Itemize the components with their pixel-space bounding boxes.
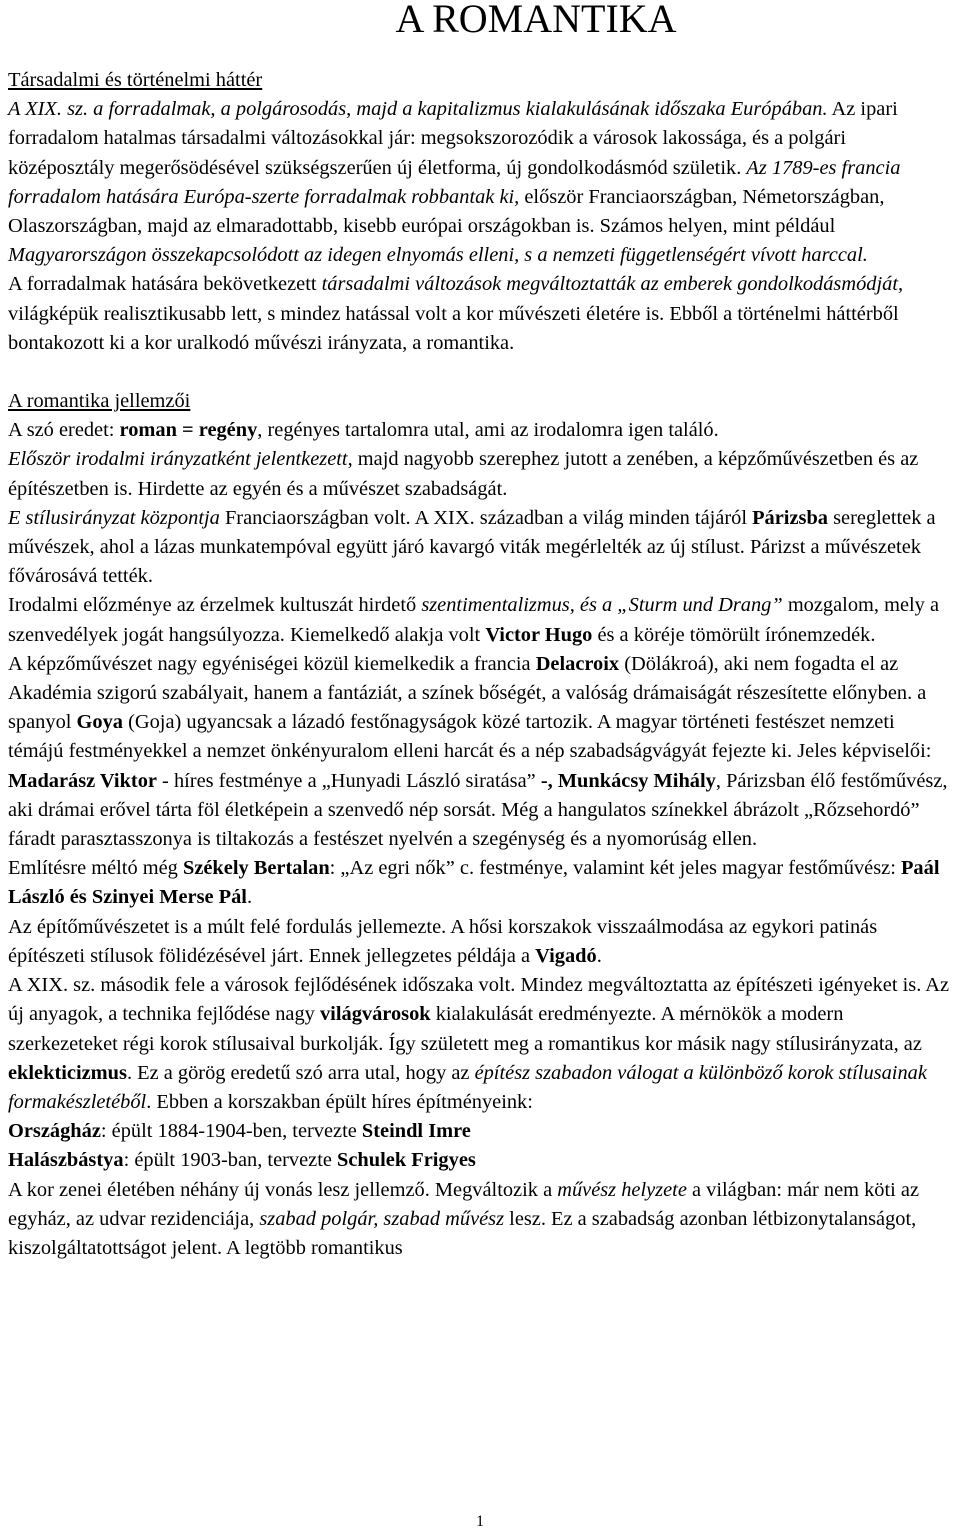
text-span: Országház [8, 1120, 101, 1143]
text-span: -, Munkácsy Mihály [540, 769, 716, 792]
text-span: A forradalmak hatására bekövetkezett [8, 273, 322, 296]
text-span: : épült 1884-1904-ben, tervezte [100, 1120, 362, 1143]
page-number: 1 [476, 1513, 484, 1530]
text-span: Franciaországban volt. A XIX. században a világ minden tájáról [219, 506, 753, 529]
text-span: eklekticizmus [8, 1061, 127, 1084]
paragraph-notable-painters [8, 854, 954, 912]
text-span: szabad polgár, szabad művész [259, 1207, 505, 1230]
text-span: Victor Hugo [485, 623, 593, 646]
text-span: Goya [76, 711, 123, 734]
document-body [8, 66, 954, 1263]
text-span: . Ebben a korszakban épült híres építményeink: [146, 1090, 533, 1113]
text-span: Említésre méltó még [8, 857, 183, 880]
text-span: mozgalom, mely a szenvedélyek jogát hangsúlyozza. Kiemelkedő alakja volt [8, 594, 940, 646]
text-span: A szó eredet: [8, 419, 120, 442]
text-span: sereglettek a művészek, ahol a lázas munkatempóval együtt járó kavargó viták megérlelték az új stílust. Párizst a művészetek fővárosává tették. [8, 506, 936, 588]
text-span: a világban: már nem köti az egyház, az udvar rezidenciája, [8, 1178, 920, 1230]
text-span: . Ez a görög eredetű szó arra utal, hogy az [126, 1061, 475, 1084]
text-span: : „Az egri nők” c. festménye, valamint két jeles magyar festőművész: [329, 857, 901, 880]
text-span: szentimentalizmus, és a „Sturm und Drang” [421, 594, 783, 617]
section-heading-characteristics: A romantika jellemzői [8, 390, 191, 413]
text-span: Magyarországon összekapcsolódott az idegen elnyomás elleni, s a nemzeti függetlenségért vívott harccal. [8, 244, 868, 267]
paragraph-literary-trend [8, 445, 954, 503]
text-span: , regényes tartalomra utal, ami az irodalomra igen találó. [257, 419, 719, 442]
paragraph-fishermans-bastion [8, 1146, 954, 1175]
paragraph-center-paris [8, 504, 954, 592]
text-span: világképük realisztikusabb lett, s mindez hatással volt a kor művészeti életére is. Ebből a történelmi háttérből bontakozott ki a kor uralkodó művészi irányzata, a romantika. [8, 302, 899, 354]
text-span: - híres festménye a „Hunyadi László siratása” [156, 769, 541, 792]
text-span: Párizsba [752, 506, 828, 529]
text-span: művész helyzete [557, 1178, 687, 1201]
text-span: Steindl Imre [361, 1120, 471, 1143]
paragraph-architecture [8, 913, 954, 971]
paragraph-literary-antecedent [8, 591, 954, 649]
text-span: roman = regény [119, 419, 258, 442]
paragraph-word-origin [8, 416, 954, 445]
text-span: Az építőművészetet is a múlt felé fordulás jellemezte. A hősi korszakok visszaálmodása az egykori patinás építészeti stílusok fölidézésével járt. Ennek jellegzetes példája a [8, 915, 878, 967]
text-span: először Franciaországban, Németországban, Olaszországban, majd az elmaradottabb, kisebb európai országokban is. Számos helyen, mint például [8, 185, 885, 238]
text-span: Az 1789-es francia forradalom hatására Európa-szerte forradalmak robbantak ki, [8, 156, 901, 208]
text-span: (Goja) ugyancsak a lázadó festőnagyságok közé tartozik. A magyar történeti festészet nemzeti témájú festményekkel a nemzet önkényuralom elleni harcát és a nép szabadságvágyát fejezte ki. Jeles képviselői: [8, 711, 932, 763]
page-title: A ROMANTIKA [395, 0, 677, 41]
text-span: Halászbástya [8, 1149, 124, 1172]
text-span: Madarász Viktor [8, 769, 157, 792]
text-span: Az ipari forradalom hatalmas társadalmi változásokkal jár: megsokszorozódik a városok lakossága, és a polgári középosztály megerősödésével szükségszerűen új életforma, új gondolkodásmód születik. [8, 98, 898, 179]
text-span: Irodalmi előzménye az érzelmek kultuszát hirdető [8, 594, 422, 617]
paragraph-gap [8, 358, 954, 387]
text-span: lesz. Ez a szabadság azonban létbizonytalanságot, kiszolgáltatottságot jelent. A legtöbb romantikus [8, 1207, 917, 1259]
text-span: A XIX. sz. a forradalmak, a polgárosodás, majd a kapitalizmus kialakulásának időszaka Európában. [8, 98, 828, 121]
text-span: Székely Bertalan [182, 857, 330, 880]
text-span: , Párizsban élő festőművész, aki drámai erővel tárta föl életképein a szenvedő nép sorsát. Még a hangulatos színekkel ábrázolt „Rőzsehordó” fáradt parasztasszonya is tiltakozás a festészet nyelvén a szegénység és a nyomorúság ellen. [8, 769, 948, 851]
text-span: . [596, 944, 602, 967]
text-span: A képzőművészet nagy egyéniségei közül kiemelkedik a francia [8, 652, 536, 675]
paragraph-revolution-effects [8, 270, 954, 358]
paragraph-eclecticism [8, 971, 954, 1117]
paragraph-background-intro [8, 95, 954, 270]
text-span: . [246, 886, 253, 909]
text-span: A kor zenei életében néhány új vonás lesz jellemző. Megváltozik a [8, 1178, 558, 1201]
section-heading-background: Társadalmi és történelmi háttér [8, 69, 263, 91]
text-span: építész szabadon válogat a különböző korok stílusainak formakészletéből [8, 1061, 927, 1113]
text-span: , majd nagyobb szerephez jutott a zenében, a képzőművészetben és az építészetben is. Hirdette az egyén és a művészet szabadságát. [8, 448, 919, 500]
text-span: Vigadó [535, 944, 597, 967]
paragraph-fine-arts [8, 650, 954, 854]
text-span: társadalmi változások megváltoztatták az emberek gondolkodásmódját, [321, 273, 904, 296]
paragraph-parliament [8, 1117, 954, 1146]
text-span: és a köréje tömörült írónemzedék. [592, 623, 876, 646]
text-span: E stílusirányzat központja [8, 506, 220, 529]
text-span: A XIX. sz. második fele a városok fejlődésének időszaka volt. Mindez megváltoztatta az építészeti igényeket is. Az új anyagok, a technika fejlődése nagy [8, 974, 950, 1026]
text-span: Delacroix [535, 652, 620, 675]
text-span: (Dölákroá), aki nem fogadta el az Akadémia szigorú szabályait, hanem a fantáziát, a színek bőségét, a valóság drámaiságát részesítette előnyben. a spanyol [8, 652, 927, 734]
text-span: Schulek Frigyes [337, 1149, 476, 1172]
text-span: Először irodalmi irányzatként jelentkezett [8, 448, 348, 471]
paragraph-music [8, 1176, 954, 1264]
text-span: kialakulását eredményezte. A mérnökök a modern szerkezeteket régi korok stílusaival burkolják. Így született meg a romantikus kor másik nagy stílusirányzata, az [8, 1003, 922, 1055]
text-span: Paál László és Szinyei Merse Pál [8, 857, 940, 909]
text-span: világvárosok [319, 1003, 431, 1026]
text-span: : épült 1903-ban, tervezte [123, 1149, 338, 1172]
